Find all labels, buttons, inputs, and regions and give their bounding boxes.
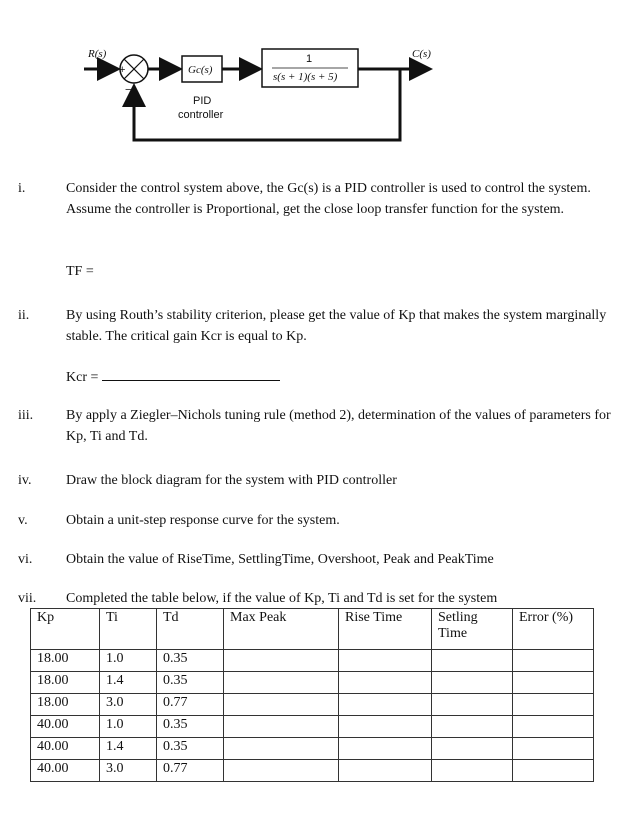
plant-denominator: s(s + 1)(s + 5) [273, 71, 338, 83]
cell-rise-time[interactable] [339, 672, 432, 694]
cell-error[interactable] [513, 672, 594, 694]
cell-ti: 1.0 [100, 716, 157, 738]
cell-kp: 18.00 [31, 650, 100, 672]
table-header-row [31, 609, 594, 650]
question-text: Obtain a unit-step response curve for the system. [66, 513, 340, 528]
question-number: iii. [18, 408, 34, 423]
plant-numerator: 1 [306, 53, 313, 65]
cell-settling-time[interactable] [432, 694, 513, 716]
table-row [31, 694, 594, 716]
tf-label: TF = [66, 264, 94, 279]
cell-max-peak[interactable] [224, 760, 339, 782]
table-row [31, 650, 594, 672]
question-number: v. [18, 513, 28, 528]
cell-td: 0.77 [157, 760, 224, 782]
input-label: R(s) [88, 48, 107, 60]
kcr-blank[interactable] [102, 368, 280, 381]
controller-caption-line1: PID [193, 95, 212, 107]
header-error: Error (%) [513, 609, 594, 650]
cell-kp: 18.00 [31, 694, 100, 716]
cell-settling-time[interactable] [432, 716, 513, 738]
cell-td: 0.35 [157, 716, 224, 738]
controller-block-label: Gc(s) [188, 64, 213, 76]
header-kp: Kp [31, 609, 100, 650]
cell-error[interactable] [513, 760, 594, 782]
kcr-answer-line [66, 368, 280, 386]
cell-rise-time[interactable] [339, 716, 432, 738]
cell-max-peak[interactable] [224, 650, 339, 672]
cell-ti: 1.4 [100, 672, 157, 694]
output-label: C(s) [412, 48, 431, 60]
table-row [31, 672, 594, 694]
controller-caption-line2: controller [178, 109, 224, 121]
cell-rise-time[interactable] [339, 650, 432, 672]
question-number: vii. [18, 591, 37, 606]
results-table [30, 608, 594, 782]
cell-ti: 3.0 [100, 760, 157, 782]
sum-plus-sign: + [119, 64, 126, 76]
question-number: i. [18, 181, 26, 196]
cell-rise-time[interactable] [339, 760, 432, 782]
question-text: By apply a Ziegler–Nichols tuning rule (method 2), determination of the values of parameters for Kp, Ti and Td. [66, 408, 611, 444]
question-number: iv. [18, 473, 32, 488]
cell-rise-time[interactable] [339, 738, 432, 760]
question-text: Completed the table below, if the value of Kp, Ti and Td is set for the system [66, 591, 498, 606]
cell-max-peak[interactable] [224, 716, 339, 738]
cell-settling-time[interactable] [432, 672, 513, 694]
sum-minus-sign: − [125, 84, 132, 96]
cell-rise-time[interactable] [339, 694, 432, 716]
cell-ti: 1.0 [100, 650, 157, 672]
header-settling-time: Setling Time [432, 609, 513, 650]
cell-kp: 18.00 [31, 672, 100, 694]
cell-settling-time[interactable] [432, 738, 513, 760]
cell-max-peak[interactable] [224, 672, 339, 694]
kcr-label: Kcr = [66, 370, 99, 385]
header-rise-time: Rise Time [339, 609, 432, 650]
cell-error[interactable] [513, 650, 594, 672]
cell-kp: 40.00 [31, 716, 100, 738]
cell-td: 0.35 [157, 672, 224, 694]
table-row [31, 738, 594, 760]
cell-td: 0.77 [157, 694, 224, 716]
question-text: Draw the block diagram for the system with PID controller [66, 473, 397, 488]
cell-td: 0.35 [157, 650, 224, 672]
cell-ti: 3.0 [100, 694, 157, 716]
header-ti: Ti [100, 609, 157, 650]
cell-ti: 1.4 [100, 738, 157, 760]
table-row [31, 760, 594, 782]
cell-error[interactable] [513, 694, 594, 716]
header-max-peak: Max Peak [224, 609, 339, 650]
cell-error[interactable] [513, 738, 594, 760]
question-number: vi. [18, 552, 33, 567]
cell-settling-time[interactable] [432, 650, 513, 672]
cell-max-peak[interactable] [224, 738, 339, 760]
question-number: ii. [18, 308, 30, 323]
question-text: Obtain the value of RiseTime, SettlingTime, Overshoot, Peak and PeakTime [66, 552, 494, 567]
cell-td: 0.35 [157, 738, 224, 760]
header-td: Td [157, 609, 224, 650]
question-text: Consider the control system above, the Gc(s) is a PID controller is used to control the system. Assume the controller is Proportional, get the close loop transfer function for the system. [66, 181, 591, 217]
tf-answer-line [66, 264, 94, 280]
cell-error[interactable] [513, 716, 594, 738]
cell-settling-time[interactable] [432, 760, 513, 782]
cell-kp: 40.00 [31, 738, 100, 760]
table-row [31, 716, 594, 738]
cell-max-peak[interactable] [224, 694, 339, 716]
cell-kp: 40.00 [31, 760, 100, 782]
question-text: By using Routh’s stability criterion, please get the value of Kp that makes the system marginally stable. The critical gain Kcr is equal to Kp. [66, 308, 607, 344]
block-diagram [0, 0, 637, 160]
